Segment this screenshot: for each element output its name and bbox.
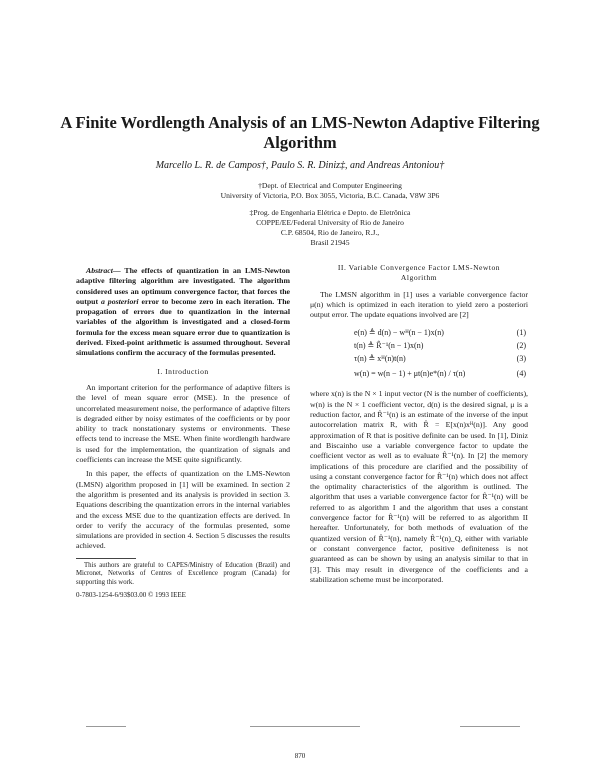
affiliation-line: University of Victoria, P.O. Box 3055, Victoria, B.C. Canada, V8W 3P6 — [220, 191, 440, 200]
abstract-text-2: error to become zero in each iteration. The propagation of errors due to quantization in the internal variables of the algorithm is investigated and a closed-form formula for the excess mean square error due to quantization is derived. Fixed-point arithmetic is assumed throughout. Several simulations confirm the accuracy of the formulas presented. — [76, 296, 291, 358]
equation-number: (4) — [516, 369, 526, 379]
intro-paragraph-2: In this paper, the effects of quantization on the LMS-Newton (LMSN) algorithm proposed in [1] will be examined. In section 2 the algorithm is presented and its analysis is provided in section 3. Equations describing the quantization errors in the internal variables and the excess MSE due to the quantization effects are derived. In order to verify the accuracy of the formulas presented, some simulations are provided in section 4. Section 5 discusses the results achieved. — [76, 469, 290, 551]
author-line: Marcello L. R. de Campos†, Paulo S. R. Diniz‡, and Andreas Antoniou† — [155, 160, 445, 171]
affiliation-rio — [150, 208, 510, 248]
footnote-rule — [76, 558, 136, 559]
algorithm-intro: The LMSN algorithm in [1] uses a variable convergence factor μ(n) which is optimized in each iteration to yield zero a posteriori output error. The update equations involved are [2] — [310, 289, 528, 320]
intro-paragraph-1: An important criterion for the performance of adaptive filters is the level of mean square error (MSE). In the presence of uncorrelated measurement noise, the performance of adaptive filters is degraded either by noisy estimates of the coefficients or by poor ability to track nonstationary systems or environments. These effects tend to increase the MSE. When finite wordlength hardware is used for the implementation, the quantization of signals and coefficients can increase the MSE quite significantly. — [76, 382, 290, 465]
affiliation-line: COPPE/EE/Federal University of Rio de Janeiro — [256, 218, 404, 227]
section-heading-line: II. Variable Convergence Factor LMS-Newton — [337, 263, 501, 272]
equation-number: (1) — [516, 327, 526, 337]
affiliation-line: †Dept. of Electrical and Computer Engineering — [258, 181, 402, 190]
equation-body: w(n) = w(n − 1) + μt(n)e*(n) / τ(n) — [354, 369, 466, 379]
page-number: 870 — [294, 752, 306, 760]
equation-2 — [310, 339, 528, 352]
isbn-line: 0-7803-1254-6/93$03.00 © 1993 IEEE — [76, 591, 186, 600]
scan-artifact — [250, 726, 360, 727]
affiliation-line: ‡Prog. de Engenharia Elétrica e Depto. de Eletrônica — [249, 208, 411, 217]
section-heading-introduction: I. Introduction — [157, 366, 209, 376]
abstract-text: The effects of quantization in an LMS-Newton adaptive filtering algorithm are investigated. The algorithm considered uses an optimum convergence factor, that forces the output — [76, 266, 291, 306]
abstract-lead: Abstract— — [86, 266, 121, 275]
algorithm-description: where x(n) is the N × 1 input vector (N is the number of coefficients), w(n) is the N × 1 coefficient vector, d(n) is the desired signal, μ is a reduction factor, and R̂⁻¹(n) is an estimate of the inverse of the input autocorrelation matrix R, with R̂ = E[x(n)xᴴ(n)]. Any good approximation of R that is positive definite can be used. In [1], Diniz and Biscainho use a variable convergence factor to update the coefficient vector as well as to evaluate R̂⁻¹(n). In [2] the memory implications of this procedure are clarified and the possibility of using a constant convergence factor for R̂⁻¹(n) which does not affect the optimality characteristics of the algorithm is outlined. The algorithm that uses a variable convergence factor for R̂⁻¹(n) will be referred to as algorithm I and the algorithm that uses a constant convergence factor for R̂⁻¹(n) will be referred to as algorithm II hereafter. Unfortunately, for both methods of evaluation of the quantized version of R̂⁻¹(n), namely R̂⁻¹(n)_Q, either with variable or constant convergence factor, positive definiteness is not guaranteed as can be shown by using an analysis similar to that in [3]. This may result in divergence of the coefficients and a stabilization scheme must be incorporated. — [310, 389, 528, 584]
equation-number: (3) — [516, 353, 526, 363]
equation-body: τ(n) ≜ xᴴ(n)t(n) — [354, 353, 406, 363]
right-column — [310, 263, 528, 585]
section-heading-algorithm — [310, 263, 528, 284]
equation-body: t(n) ≜ R̂⁻¹(n − 1)x(n) — [354, 340, 424, 350]
equation-1 — [310, 326, 528, 339]
affiliation-line: C.P. 68504, Rio de Janeiro, R.J., — [280, 228, 380, 237]
equation-3 — [310, 352, 528, 365]
paper-title: A Finite Wordlength Analysis of an LMS-Newton Adaptive Filtering Algorithm — [60, 113, 540, 152]
affiliation-line: Brasil 21945 — [310, 238, 350, 247]
left-column — [76, 266, 290, 601]
scan-artifact — [460, 726, 520, 727]
footnote: This authors are grateful to CAPES/Ministry of Education (Brazil) and Micronet, Networks of Centres of Excellence program (Canada) for supporting this work. — [76, 561, 290, 586]
scan-artifact — [86, 726, 126, 727]
equation-body: e(n) ≜ d(n) − wᴴ(n − 1)x(n) — [354, 327, 444, 337]
equation-4 — [310, 365, 528, 383]
abstract — [76, 266, 290, 359]
abstract-italic: a posteriori — [101, 296, 139, 306]
equation-block — [310, 326, 528, 383]
section-heading-line: Algorithm — [400, 273, 438, 283]
equation-number: (2) — [516, 340, 526, 350]
affiliation-victoria — [150, 181, 510, 201]
